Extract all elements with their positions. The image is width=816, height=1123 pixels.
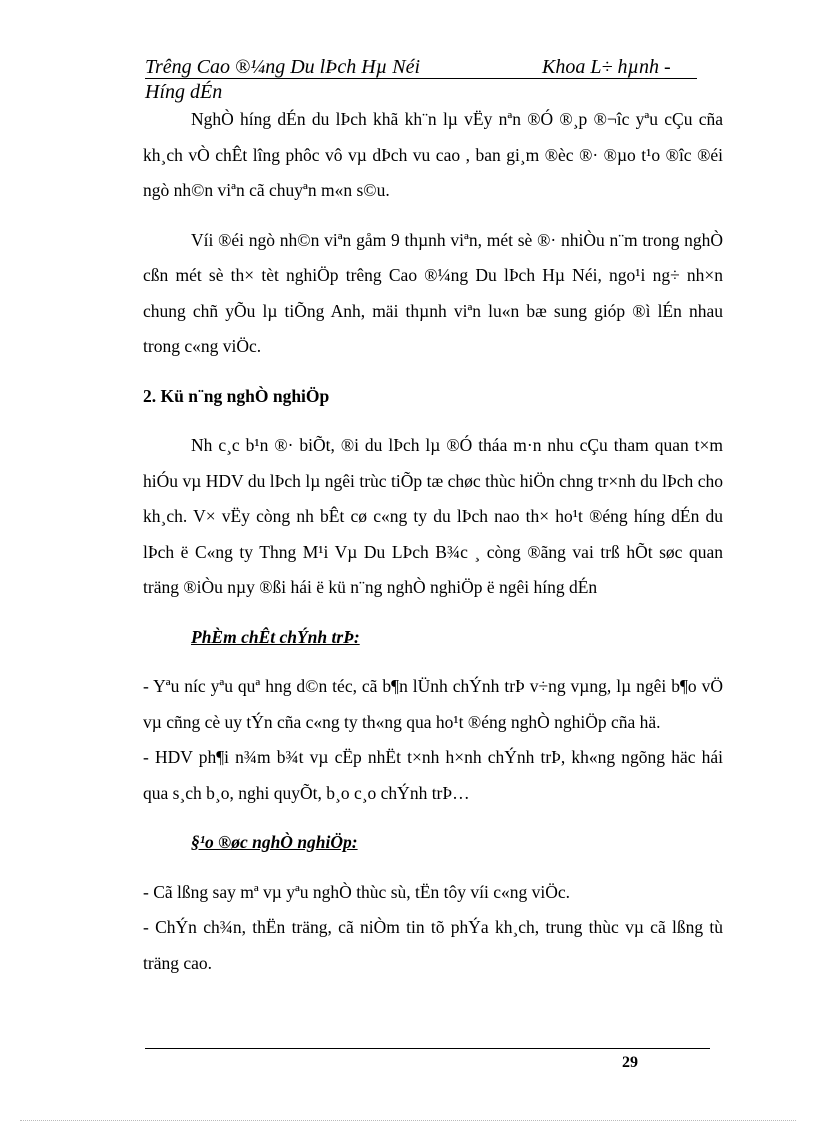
document-body — [143, 102, 723, 981]
list-item: - HDV ph¶i n¾m b¾t vµ cËp nhËt t×nh h×nh chÝnh trÞ, kh«ng ngõng häc hái qua s¸ch b¸o, nghi quyÕt, b¸o c¸o chÝnh trÞ… — [143, 747, 723, 803]
paragraph: NghÒ híng dÉn du lÞch khã kh¨n lµ vËy nªn ®Ó ®¸p ®¬îc yªu cÇu cña kh¸ch vÒ chÊt lîng phôc vô vµ dÞch vu cao , ban gi¸m ®èc ®· ®µo t¹o ®îc ®éi ngò nh©n viªn cã chuyªn m«n s©u. — [143, 109, 723, 200]
paragraph: Víi ®éi ngò nh©n viªn gåm 9 thµnh viªn, mét sè ®· nhiÒu n¨m trong nghÒ cßn mét sè th× tèt nghiÖp trêng Cao ®¼ng Du lÞch Hµ Néi, ngo¹i ng÷ nh×n chung chñ yÕu lµ tiÕng Anh, mäi thµnh viªn lu«n bæ sung gióp ®ì lÉn nhau trong c«ng viÖc. — [143, 229, 723, 356]
section-heading: 2. Kü n¨ng nghÒ nghiÖp — [143, 385, 330, 406]
paragraph: Nh c¸c b¹n ®· biÕt, ®i du lÞch lµ ®Ó tháa m·n nhu cÇu tham quan t×m hiÓu vµ HDV du lÞch lµ ngêi trùc tiÕp tæ chøc thùc hiÖn chng tr×nh du lÞch cho kh¸ch. V× vËy còng nh bÊt cø c«ng ty du lÞch nao th× ho¹t ®éng híng dÉn du lÞch ë C«ng ty Thng M¹i Vµ Du LÞch B¾c ¸ còng ®ãng vai trß hÕt søc quan träng ®iÒu nµy ®ßi hái ë kü n¨ng nghÒ nghiÖp ë ngêi híng dÉn — [143, 435, 723, 597]
list-item: - Cã lßng say mª vµ yªu nghÒ thùc sù, tËn tôy víi c«ng viÖc. — [143, 881, 571, 902]
header-rule — [145, 78, 697, 79]
header-faculty: Khoa L÷ hµnh - — [542, 56, 671, 78]
page-edge — [20, 1120, 796, 1121]
header-faculty-cont: Híng dÉn — [145, 81, 223, 103]
subsection-heading: PhÈm chÊt chÝnh trÞ: — [191, 626, 360, 647]
list-item: - Yªu níc yªu quª hng d©n téc, cã b¶n lÜnh chÝnh trÞ v÷ng vµng, lµ ngêi b¶o vÖ vµ cñng cè uy tÝn cña c«ng ty th«ng qua ho¹t ®éng nghÒ nghiÖp cña hä. — [143, 676, 723, 732]
header-school-name: Trêng Cao ®¼ng Du lÞch Hµ Néi — [145, 56, 421, 78]
footer-rule — [145, 1048, 710, 1049]
list-item: - ChÝn ch¾n, thËn träng, cã niÒm tin tõ phÝa kh¸ch, trung thùc vµ cã lßng tù träng cao. — [143, 917, 723, 973]
subsection-heading: §¹o ®øc nghÒ nghiÖp: — [191, 832, 358, 852]
page-number: 29 — [622, 1054, 638, 1071]
